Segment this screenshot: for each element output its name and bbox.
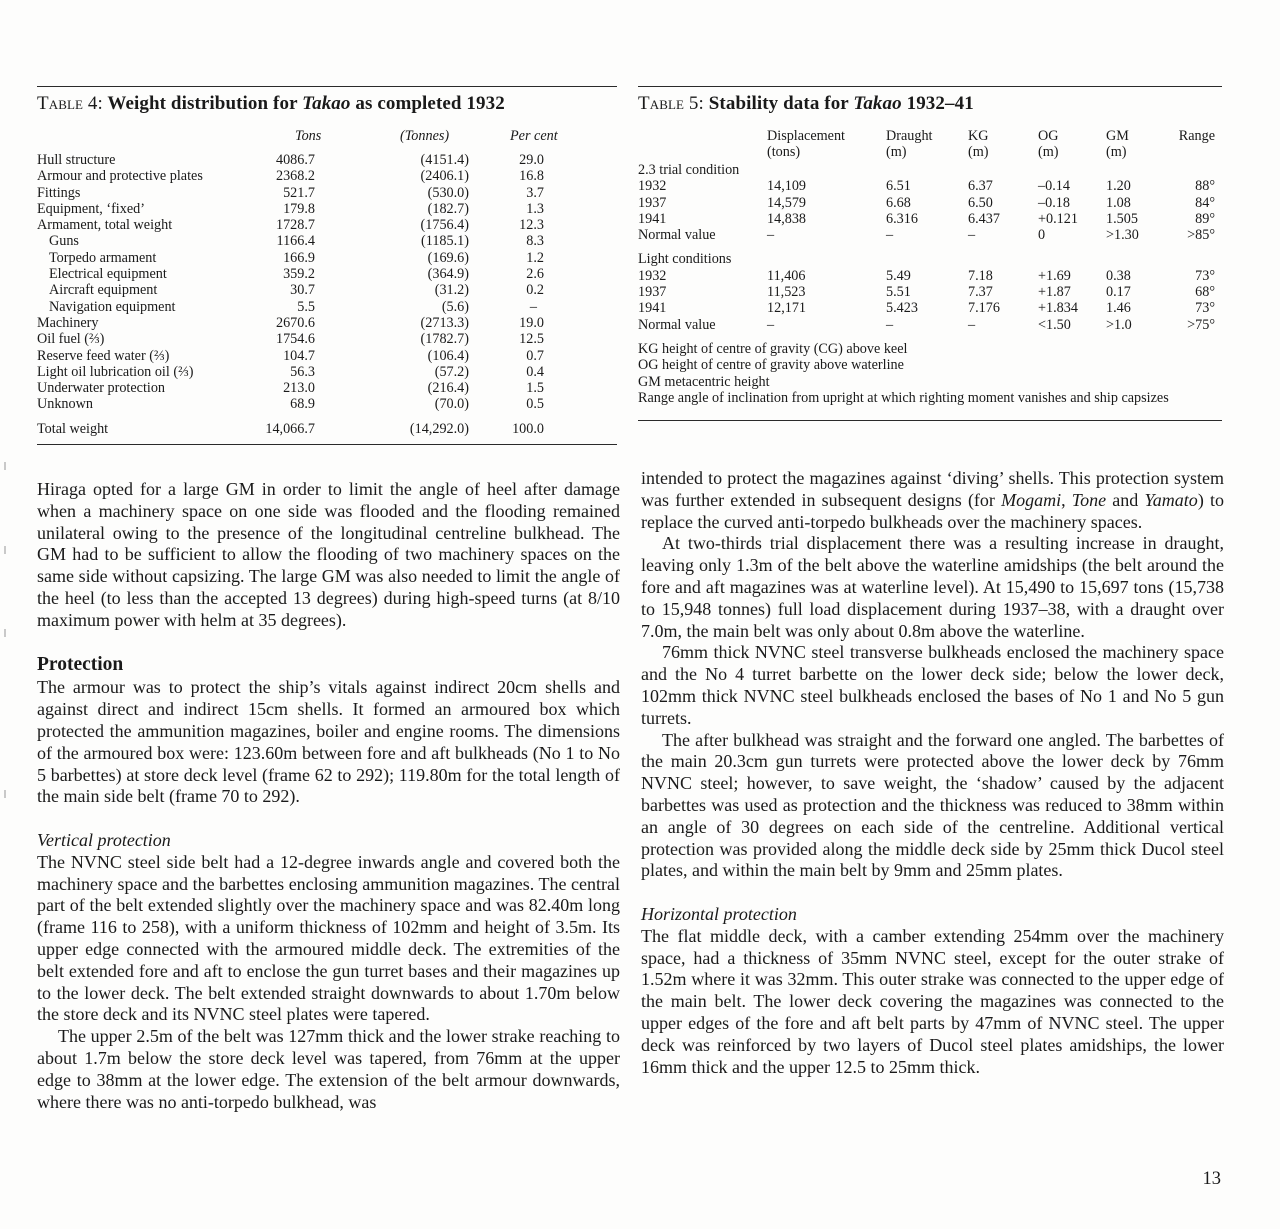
paragraph-armour-box: The armour was to protect the ship’s vitals against indirect 20cm shells and against direct and indirect 15cm shells. It formed an armoured box which protected the ammunition magazines, boiler and engine rooms. The dimensions of the armoured box were: 123.60m between fore and aft bulkheads (No 1 to No 5 barbettes) at store deck level (frame 62 to 292); 119.80m for the total length of the main side belt (frame 70 to 292). — [37, 677, 620, 807]
table5-cell-draught: 5.49 — [886, 267, 911, 284]
table4-cell-tons: 521.7 — [283, 184, 315, 201]
table4-cell-label: Hull structure — [37, 152, 116, 168]
table4-total-percent: 100.0 — [512, 420, 544, 437]
table4-row — [37, 201, 617, 217]
table5-group-heading — [638, 251, 1223, 267]
table5-cell-draught: 6.316 — [886, 210, 918, 227]
table4-header — [37, 128, 617, 152]
table4-cell-label: Electrical equipment — [49, 266, 167, 283]
diving-text-d: ) to replace the curved anti-torpedo bulkheads over the machinery spaces. — [641, 489, 1224, 532]
table4-cell-percent: 8.3 — [526, 233, 544, 250]
paragraph-upper-belt: The upper 2.5m of the belt was 127mm thick and the lower strake reaching to about 1.7m below the store deck level was tapered, from 76mm at the upper edge to 38mm at the lower edge. The extension of the belt armour downwards, where there was no anti-torpedo bulkhead, was — [37, 1026, 620, 1112]
table4-cell-percent: 0.4 — [526, 363, 544, 380]
table4-cell-tons: 104.7 — [283, 347, 315, 364]
table5-cell-range: 84° — [1195, 194, 1215, 211]
table4-cell-tonnes: (1185.1) — [421, 233, 469, 250]
table4-cell-tonnes: (5.6) — [441, 298, 469, 315]
table5-col-kg-unit: (m) — [968, 144, 989, 161]
table5-cell-draught: 5.423 — [886, 300, 918, 317]
ship-name-mogami: Mogami — [1001, 489, 1062, 510]
table5-cell-og: 0 — [1038, 227, 1046, 244]
table5-cell-displacement: 14,838 — [767, 210, 807, 227]
table5-note-range: Range angle of inclination from upright at which righting moment vanishes and ship capsizes — [638, 390, 1169, 407]
table4-total-row — [37, 421, 617, 437]
table4-cell-tonnes: (70.0) — [434, 396, 469, 413]
table5-caption-title: Stability data for — [708, 93, 849, 114]
table4-cell-percent: – — [529, 298, 537, 315]
table4-cell-percent: 16.8 — [519, 168, 544, 185]
table4-row — [37, 380, 617, 396]
table5-cell-og: +0.121 — [1038, 210, 1078, 227]
table5-cell-year: 1937 — [638, 194, 667, 211]
table4-col-tonnes: (Tonnes) — [400, 128, 450, 144]
table5-cell-range: >85° — [1187, 227, 1215, 244]
table5-col-gm-name: GM — [1106, 128, 1129, 144]
table5-group-heading-text: 2.3 trial condition — [638, 162, 740, 178]
table5-row — [638, 300, 1223, 316]
table5-row — [638, 284, 1223, 300]
table5-notes — [638, 341, 1223, 407]
table5-cell-year: 1941 — [638, 210, 667, 227]
subheading-vertical-protection: Vertical protection — [37, 829, 171, 850]
table4-cell-label: Guns — [49, 233, 79, 250]
table4-row — [37, 217, 617, 233]
table4-cell-label: Equipment, ‘fixed’ — [37, 200, 145, 217]
table5-cell-gm: 1.20 — [1106, 178, 1131, 195]
table4-col-percent: Per cent — [510, 128, 558, 144]
table4-cell-tonnes: (216.4) — [427, 380, 469, 397]
table5-group-heading-text: Light conditions — [638, 251, 732, 268]
table5-col-displacement-name: Displacement — [767, 128, 846, 144]
table4-cell-percent: 1.2 — [526, 249, 544, 266]
table4-row — [37, 331, 617, 347]
table5-cell-year: 1937 — [638, 284, 667, 301]
table5-cell-draught: 5.51 — [886, 284, 911, 301]
table5-cell-gm: 1.505 — [1106, 210, 1138, 227]
table5-cell-year: Normal value — [638, 227, 716, 244]
diving-text-c: and — [1106, 489, 1145, 510]
table5-cell-range: >75° — [1187, 316, 1215, 333]
table5-cell-og: –0.14 — [1038, 178, 1070, 195]
table4-bottom-rule — [37, 444, 617, 445]
table4-row — [37, 315, 617, 331]
table5-row — [638, 195, 1223, 211]
spacer — [37, 632, 620, 654]
table5-col-draught-name: Draught — [886, 128, 933, 144]
table4-cell-percent: 1.3 — [526, 200, 544, 217]
table4-cell-tons: 2368.2 — [275, 168, 315, 185]
table5-caption-ship: Takao — [853, 93, 902, 114]
table5-cell-gm: >1.0 — [1106, 316, 1132, 333]
subheading-horizontal-protection: Horizontal protection — [641, 903, 797, 924]
table4-cell-percent: 12.5 — [519, 331, 544, 348]
table5-col-draught — [886, 128, 933, 161]
table5-cell-displacement: 14,579 — [767, 194, 807, 211]
table5-cell-year: 1932 — [638, 267, 667, 284]
table4-cell-label: Reserve feed water (⅔) — [37, 347, 170, 364]
table5-cell-kg: 6.437 — [968, 210, 1000, 227]
table5-cell-range: 89° — [1195, 210, 1215, 227]
table5-cell-range: 73° — [1195, 300, 1215, 317]
table4-total-tons: 14,066.7 — [265, 420, 315, 437]
table5-cell-draught: – — [886, 227, 894, 244]
table4-cell-percent: 0.7 — [526, 347, 544, 364]
table5-col-range: Range — [1178, 128, 1215, 144]
table5-cell-displacement: 14,109 — [767, 178, 807, 195]
table5-row — [638, 178, 1223, 194]
table4-cell-tonnes: (1756.4) — [420, 217, 469, 234]
diving-text-a: intended to protect the magazines against ‘diving’ shells. This protection system was further extended in subsequent designs (for — [641, 468, 1224, 510]
table5-cell-gm: >1.30 — [1106, 227, 1139, 244]
table4-cell-tons: 179.8 — [283, 200, 315, 217]
table5-body — [638, 162, 1223, 333]
table4-top-rule — [37, 86, 617, 87]
table5-cell-kg: – — [968, 227, 976, 244]
paragraph-hiraga-gm: Hiraga opted for a large GM in order to limit the angle of heel after damage when a machinery space on one side was flooded and the flooding remained unilateral owing to the presence of the longitudinal centreline bulkhead. The GM had to be sufficient to allow the flooding of two machinery spaces on the same side without capsizing. The large GM was also needed to limit the angle of the heel (to less than the accepted 13 degrees) during high-speed turns (at 8/10 maximum power with helm at 35 degrees). — [37, 479, 620, 630]
table4-total-label: Total weight — [37, 420, 109, 437]
table5-caption — [638, 93, 974, 115]
table4-cell-label: Armament, total weight — [37, 217, 173, 234]
table4-caption-title-end: as completed 1932 — [355, 93, 505, 114]
table4-cell-tonnes: (364.9) — [427, 266, 469, 283]
table4-row — [37, 348, 617, 364]
table4-cell-percent: 12.3 — [519, 217, 544, 234]
table4-cell-tons: 359.2 — [283, 266, 315, 283]
table5-cell-gm: 1.08 — [1106, 194, 1131, 211]
table4-cell-percent: 19.0 — [519, 314, 544, 331]
paragraph-two-thirds-displacement: At two-thirds trial displacement there was a resulting increase in draught, leaving only 1.3m of the belt above the waterline amidships (the belt around the fore and aft magazines was at waterline level). At 15,490 to 15,697 tons (15,738 to 15,948 tonnes) full load displacement during 1937–38, with a draught over 7.0m, the main belt was only about 0.8m above the waterline. — [641, 533, 1224, 641]
table4-body — [37, 152, 617, 413]
table4-cell-label: Aircraft equipment — [49, 282, 158, 299]
scan-mark — [4, 790, 6, 798]
table4-cell-label: Navigation equipment — [49, 298, 176, 315]
table4-caption — [37, 93, 505, 115]
table4-cell-percent: 3.7 — [526, 184, 544, 201]
table4-cell-tons: 4086.7 — [275, 152, 315, 168]
table4-row — [37, 168, 617, 184]
spacer — [37, 808, 620, 830]
table4-cell-percent: 0.2 — [526, 282, 544, 299]
scan-mark — [4, 546, 6, 554]
table5-col-displacement-unit: (tons) — [767, 144, 801, 161]
table5-col-og-name: OG — [1038, 128, 1059, 144]
table4-cell-tonnes: (182.7) — [427, 200, 469, 217]
table5-header — [638, 128, 1223, 162]
table5-cell-kg: 6.37 — [968, 178, 993, 195]
table4-cell-tonnes: (1782.7) — [420, 331, 469, 348]
table5-col-gm-unit: (m) — [1106, 144, 1127, 161]
table5-cell-displacement: – — [767, 316, 775, 333]
table4-cell-percent: 0.5 — [526, 396, 544, 413]
body-column-left — [37, 479, 620, 1113]
table4-cell-tons: 56.3 — [290, 363, 315, 380]
scan-mark — [4, 629, 6, 637]
table5-row — [638, 211, 1223, 227]
paragraph-side-belt: The NVNC steel side belt had a 12-degree inwards angle and covered both the machinery space and the barbettes enclosing ammunition magazines. The central part of the belt extended slightly over the machinery space and was 82.40m long (frame 116 to 258), with a uniform thickness of 102mm and height of 3.5m. Its upper edge connected with the armoured middle deck. The extremities of the belt extended fore and aft to enclose the gun turret bases and their magazines up to the lower deck. The belt extended straight downwards to about 1.70m below the store deck and its NVNC steel plates were tapered. — [37, 851, 620, 1025]
table5-cell-og: +1.834 — [1038, 300, 1078, 317]
table4-cell-tonnes: (31.2) — [434, 282, 469, 299]
table5-cell-og: –0.18 — [1038, 194, 1070, 211]
page-number: 13 — [1202, 1169, 1221, 1189]
table4-row — [37, 250, 617, 266]
paragraph-transverse-bulkheads: 76mm thick NVNC steel transverse bulkheads enclosed the machinery space and the No 4 turret barbette on the lower deck side; below the lower deck, 102mm thick NVNC steel bulkheads enclosed the bases of No 1 and No 5 gun turrets. — [641, 642, 1224, 728]
table5-cell-draught: – — [886, 316, 894, 333]
table4-caption-ship: Takao — [302, 93, 351, 114]
table5 — [638, 128, 1223, 407]
table4-col-tons: Tons — [295, 128, 322, 144]
table5-col-draught-unit: (m) — [886, 144, 907, 161]
table4-cell-tonnes: (57.2) — [434, 363, 469, 380]
table5-col-gm — [1106, 128, 1129, 161]
table4-total-tonnes: (14,292.0) — [409, 420, 469, 437]
ship-name-tone: Tone — [1071, 489, 1107, 510]
table5-cell-gm: 0.17 — [1106, 284, 1131, 301]
table5-cell-year: Normal value — [638, 316, 716, 333]
diving-text-b: , — [1061, 489, 1072, 510]
table4-row — [37, 266, 617, 282]
table4-cell-tonnes: (2713.3) — [420, 314, 469, 331]
table4-row — [37, 233, 617, 249]
table5-cell-gm: 1.46 — [1106, 300, 1131, 317]
table4-row — [37, 364, 617, 380]
table5-note-kg: KG height of centre of gravity (CG) above keel — [638, 340, 908, 357]
table5-top-rule — [638, 86, 1222, 87]
table4-cell-tons: 1728.7 — [275, 217, 315, 234]
table5-cell-displacement: – — [767, 227, 775, 244]
table5-cell-kg: 7.18 — [968, 267, 993, 284]
table5-bottom-rule — [638, 420, 1222, 421]
table5-cell-range: 88° — [1195, 178, 1215, 195]
table5-cell-displacement: 12,171 — [767, 300, 807, 317]
table4-cell-tonnes: (4151.4) — [420, 152, 469, 168]
table4-caption-title: Weight distribution for — [107, 93, 298, 114]
table5-cell-og: <1.50 — [1038, 316, 1071, 333]
table5-caption-title-end: 1932–41 — [906, 93, 974, 114]
table5-group-gap — [638, 243, 1223, 251]
table4-cell-label: Fittings — [37, 184, 81, 201]
table4-cell-tons: 30.7 — [290, 282, 315, 299]
table4-caption-number: 4: — [87, 93, 103, 114]
table5-cell-og: +1.87 — [1038, 284, 1071, 301]
table4-cell-tons: 1754.6 — [275, 331, 315, 348]
table4-row — [37, 396, 617, 412]
table5-cell-draught: 6.51 — [886, 178, 911, 195]
table5-caption-label: Table — [638, 93, 685, 114]
table4-row — [37, 185, 617, 201]
table4-cell-label: Oil fuel (⅔) — [37, 331, 105, 348]
table4-cell-tonnes: (2406.1) — [420, 168, 469, 185]
table5-row — [638, 317, 1223, 333]
table5-group-heading — [638, 162, 1223, 178]
table4-cell-percent: 1.5 — [526, 380, 544, 397]
body-column-right — [641, 468, 1224, 1078]
table4-row — [37, 152, 617, 168]
table5-caption-number: 5: — [688, 93, 704, 114]
table4-cell-label: Unknown — [37, 396, 93, 413]
table4-cell-tons: 166.9 — [283, 249, 315, 266]
table5-cell-kg: 7.37 — [968, 284, 993, 301]
table5-note-og: OG height of centre of gravity above waterline — [638, 357, 904, 374]
table5-col-displacement — [767, 128, 845, 161]
table5-col-og — [1038, 128, 1059, 161]
table4-cell-tons: 5.5 — [297, 298, 315, 315]
table4-cell-tonnes: (106.4) — [427, 347, 469, 364]
table4 — [37, 128, 617, 437]
table4-row — [37, 299, 617, 315]
table5-row — [638, 268, 1223, 284]
table5-cell-displacement: 11,523 — [767, 284, 806, 301]
table4-cell-tonnes: (530.0) — [427, 184, 469, 201]
table4-cell-tons: 2670.6 — [275, 314, 315, 331]
table5-cell-kg: – — [968, 316, 976, 333]
table4-cell-label: Armour and protective plates — [37, 168, 203, 185]
table5-cell-range: 68° — [1195, 284, 1215, 301]
table4-cell-tons: 1166.4 — [276, 233, 315, 250]
table5-row — [638, 227, 1223, 243]
table5-note-gm: GM metacentric height — [638, 373, 770, 390]
table4-caption-label: Table — [37, 93, 84, 114]
table5-cell-kg: 6.50 — [968, 194, 993, 211]
table5-cell-kg: 7.176 — [968, 300, 1000, 317]
paragraph-middle-deck: The flat middle deck, with a camber extending 254mm over the machinery space, had a thickness of 35mm NVNC steel, except for the outer strake of 1.52m where it was 32mm. This outer strake was connected to the upper edge of the main belt. The lower deck covering the magazines was connected to the upper edges of the fore and aft belt parts by 47mm of NVNC steel. The upper deck was reinforced by two layers of Ducol steel plates amidships, the lower 16mm thick and the upper 12.5 to 25mm thick. — [641, 925, 1224, 1077]
spacer — [641, 882, 1224, 904]
ship-name-yamato: Yamato — [1144, 489, 1198, 510]
table4-cell-percent: 2.6 — [526, 266, 544, 283]
table5-col-og-unit: (m) — [1038, 144, 1059, 161]
table5-cell-displacement: 11,406 — [767, 267, 806, 284]
table5-col-kg — [968, 128, 989, 161]
table4-cell-label: Light oil lubrication oil (⅔) — [37, 363, 194, 380]
table5-cell-year: 1932 — [638, 178, 667, 195]
table4-cell-label: Underwater protection — [37, 380, 166, 397]
table5-cell-year: 1941 — [638, 300, 667, 317]
paragraph-after-bulkhead: The after bulkhead was straight and the forward one angled. The barbettes of the main 20.3cm gun turrets were protected above the lower deck by 76mm NVNC steel; however, to save weight, the ‘shadow’ caused by the adjacent barbettes was used as protection and the thickness was reduced to 38mm within an angle of 30 degrees on each side of the centreline. Additional vertical protection was provided along the middle deck side by 25mm thick Ducol steel plates, and within the main belt by 9mm and 25mm plates. — [641, 729, 1224, 881]
table5-cell-og: +1.69 — [1038, 267, 1071, 284]
table4-cell-label: Torpedo armament — [49, 249, 157, 266]
table5-col-kg-name: KG — [968, 128, 989, 144]
paragraph-diving-shells — [641, 468, 1224, 533]
table4-cell-percent: 29.0 — [519, 152, 544, 168]
table4-cell-tons: 213.0 — [283, 380, 315, 397]
table5-cell-range: 73° — [1195, 267, 1215, 284]
section-heading-protection: Protection — [37, 654, 124, 676]
table5-cell-draught: 6.68 — [886, 194, 911, 211]
table4-cell-tonnes: (169.6) — [427, 249, 469, 266]
table4-row — [37, 282, 617, 298]
table4-cell-label: Machinery — [37, 314, 99, 331]
scan-mark — [4, 462, 6, 470]
table4-cell-tons: 68.9 — [290, 396, 315, 413]
table5-cell-gm: 0.38 — [1106, 267, 1131, 284]
